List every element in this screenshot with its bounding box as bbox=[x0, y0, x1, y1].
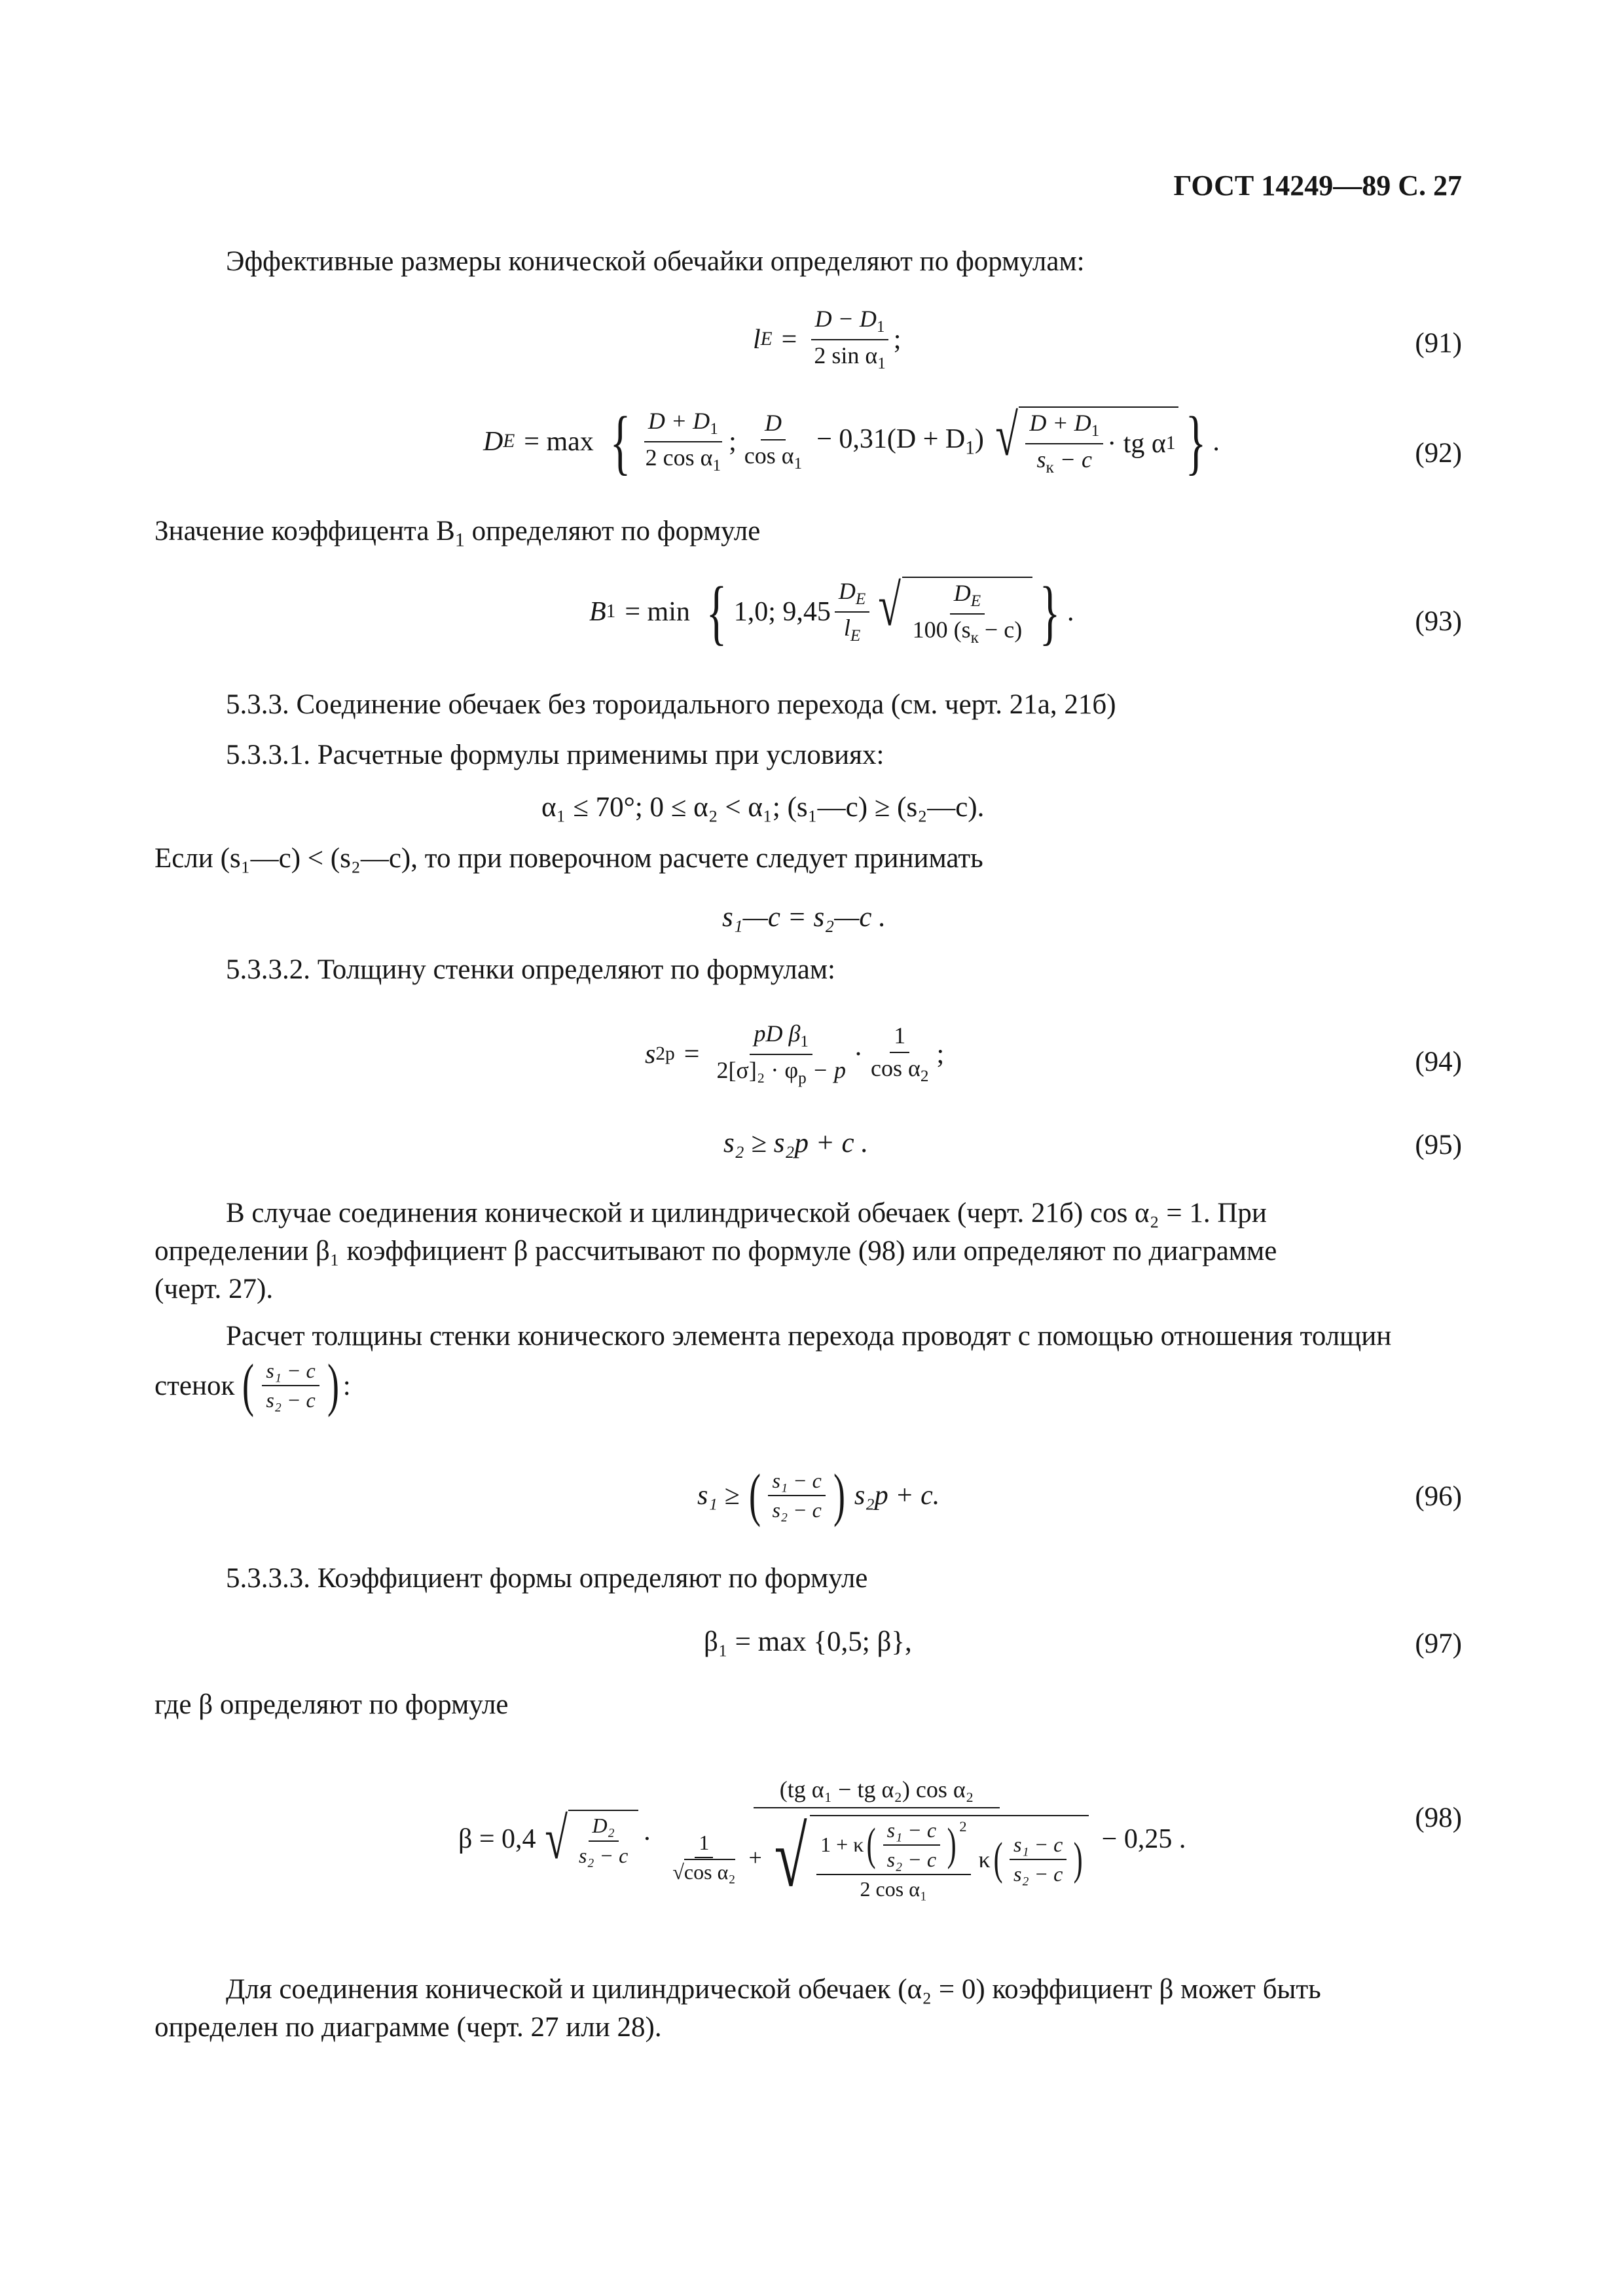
eq92-f1-num-sub: 1 bbox=[710, 420, 718, 439]
eq96-lhs: s₁ ≥ bbox=[697, 1480, 740, 1511]
paragraph-b1 bbox=[155, 517, 760, 550]
section-5-3-3: 5.3.3. Соединение обечаек без тороидального перехода (см. черт. 21а, 21б) bbox=[226, 689, 1116, 720]
equation-96-number: (96) bbox=[1415, 1481, 1462, 1512]
eq91-num-sub: 1 bbox=[876, 318, 885, 336]
paragraph-final-line-2: определен по диаграмме (черт. 27 или 28). bbox=[155, 2012, 662, 2043]
eq93-f1-num-sub: E bbox=[855, 590, 866, 609]
eq92-mid: − 0,31(D + D bbox=[816, 424, 966, 455]
eq91-lhs-sub: E bbox=[760, 329, 773, 350]
eq98-in-fnum: s₁ − c bbox=[883, 1819, 940, 1846]
eq93-tail: . bbox=[1067, 597, 1074, 627]
eq94-f1-num-sub: 1 bbox=[800, 1033, 809, 1051]
eq93-lhs-sub: 1 bbox=[606, 601, 616, 622]
eq92-f3-den: s bbox=[1036, 446, 1046, 473]
eq98-kappa: κ bbox=[978, 1846, 991, 1873]
eq92-f1-den-sub: 1 bbox=[712, 457, 721, 475]
equation-91: l E = $\frac{D - D_1}{2 \sin \alpha_1}$ ; bbox=[753, 306, 902, 373]
equation-98-number: (98) bbox=[1415, 1803, 1462, 1833]
eq98-d1-num: 1 bbox=[695, 1831, 713, 1858]
equation-98: β = 0,4 √ $\frac{\text{D₂}}{\text{s₂ − c}}$ · (tg α₁ − tg α₂) cos α₂ $\frac{1}{\text{√cos α₂}}$ + √ 1 + κ ( $\frac{\text{s₁ − c}}{\text{s₂ − c}}$ ) $^2$ 2 cos α₁ κ ( $\frac{\text{s₁ − c}}{\text{s₂ − c}}$ ) − 0,25 . bbox=[458, 1776, 1186, 1905]
section-5-3-3-2: 5.3.3.2. Толщину стенки определяют по формулам: bbox=[226, 954, 836, 985]
paragraph-effective-sizes: Эффективные размеры конической обечайки определяют по формулам: bbox=[226, 246, 1085, 277]
eq94-lhs-sub: 2р bbox=[655, 1043, 675, 1065]
eq98-k-num: s₁ − c bbox=[1010, 1833, 1067, 1860]
eq93-lhs: B bbox=[589, 597, 606, 627]
eq98-root-num: D₂ bbox=[589, 1814, 619, 1841]
equation-92-number: (92) bbox=[1415, 438, 1462, 469]
eq94-f2-num: 1 bbox=[890, 1023, 909, 1053]
eq98-lhs: β = 0,4 bbox=[458, 1823, 536, 1854]
eq92-lhs-sub: E bbox=[503, 431, 515, 452]
condition-line: α₁ ≤ 70°; 0 ≤ α₂ < α₁; (s₁—c) ≥ (s₂—c). bbox=[541, 792, 985, 823]
eq98-in-num: 1 + κ bbox=[820, 1833, 864, 1857]
eq91-tail: ; bbox=[893, 324, 902, 355]
eq91-num: D − D bbox=[814, 306, 877, 332]
eq92-eq: = max bbox=[524, 427, 594, 457]
eq92-f2-den: cos α bbox=[744, 442, 794, 469]
eq98-in-fden: s₂ − c bbox=[886, 1847, 937, 1871]
eq93-f2-num: D bbox=[953, 580, 971, 607]
eq94-f2-den: cos α bbox=[871, 1054, 921, 1081]
eq91-lhs: l bbox=[753, 324, 761, 355]
eq92-tail: . bbox=[1213, 427, 1220, 457]
eq92-sep: ; bbox=[729, 427, 737, 457]
eq93-f1-den-sub: E bbox=[850, 627, 861, 645]
eq92-f1-den: 2 cos α bbox=[645, 444, 713, 471]
paragraph-if: Если (s₁—c) < (s₂—c), то при поверочном расчете следует принимать bbox=[155, 843, 983, 874]
paragraph-calc: Расчет толщины стенки конического элемента перехода проводят с помощью отношения толщин bbox=[226, 1321, 1392, 1352]
eq93-first: 1,0; 9,45 bbox=[733, 597, 831, 627]
eq98-tail: − 0,25 . bbox=[1101, 1823, 1186, 1854]
eq91-den: 2 sin α bbox=[814, 342, 878, 368]
section-5-3-3-1: 5.3.3.1. Расчетные формулы применимы при условиях: bbox=[226, 740, 884, 770]
paragraph-case-line-2: определении β₁ коэффициент β рассчитывают по формуле (98) или определяют по диаграмме bbox=[155, 1236, 1277, 1266]
paragraph-walls-text: стенок bbox=[155, 1370, 235, 1401]
eq94-f1-den-sub: р bbox=[798, 1069, 807, 1088]
eq93-f2-den-tail: − c) bbox=[978, 617, 1023, 643]
paragraph-case-line-1: В случае соединения конической и цилиндрической обечаек (черт. 21б) cos α₂ = 1. При bbox=[226, 1198, 1267, 1229]
equation-93: B 1 = min { 1,0; 9,45 $\frac{D_E}{l_E}$ √ $\frac{D_E}{100 (s_к - c)}$ } . bbox=[589, 572, 1074, 652]
eq98-d1-den: cos α₂ bbox=[684, 1860, 736, 1884]
paragraph-b1-tail: определяют по формуле bbox=[464, 516, 761, 547]
paragraph-walls-tail: : bbox=[342, 1370, 351, 1401]
eq92-lhs: D bbox=[483, 427, 503, 457]
eq98-root-den: s₂ − c bbox=[578, 1843, 629, 1867]
eq98-plus: + bbox=[748, 1844, 762, 1871]
eq94-dot: · bbox=[854, 1039, 864, 1069]
eq94-f1-num: pD β bbox=[754, 1020, 801, 1047]
equation-94: s 2р = $\frac{pD \beta_1}{2[\sigma]_2 \cdot \varphi_р - p}$ · $\frac{1}{\cos \alpha_2}$ ; bbox=[645, 1020, 945, 1088]
eq98-big-num: (tg α₁ − tg α₂) cos α₂ bbox=[754, 1777, 1000, 1808]
eq92-tg-sub: 1 bbox=[1165, 433, 1176, 454]
eq94-f2-den-sub: 2 bbox=[920, 1067, 929, 1085]
eq92-mid-sub: 1 bbox=[965, 437, 975, 459]
paragraph-b1-sub: 1 bbox=[454, 528, 465, 551]
eq94-f1-den: 2[σ]₂ · φ bbox=[716, 1056, 799, 1083]
eq92-f3-num-sub: 1 bbox=[1091, 422, 1100, 440]
paragraph-case-line-3: (черт. 27). bbox=[155, 1274, 274, 1304]
equation-95-number: (95) bbox=[1415, 1130, 1462, 1160]
eq96-den: s₂ − c bbox=[772, 1498, 822, 1522]
eq93-f1-den: l bbox=[843, 615, 850, 641]
eq96-tail: s₂р + c. bbox=[854, 1480, 940, 1511]
eq93-f2-den: 100 (s bbox=[912, 617, 971, 643]
eq93-eq: = min bbox=[625, 597, 690, 627]
eq94-f1-den-tail: − p bbox=[806, 1056, 847, 1083]
equation-92: D E = max { $\frac{D + D_1}{2 \cos \alpha_1}$ ; $\frac{D}{\cos \alpha_1}$ − $0,31(D + D_1)$ √ $\frac{D + D_1}{s_к - c}$ · tg α 1 } . bbox=[483, 402, 1220, 482]
eq98-in-den: 2 cos α₁ bbox=[860, 1876, 928, 1901]
equation-97-number: (97) bbox=[1415, 1628, 1462, 1659]
paragraph-walls: стенок ( $\frac{\text{s₁ − c}}{\text{s₂ − c}}$ ) : bbox=[155, 1353, 351, 1418]
paragraph-where: где β определяют по формуле bbox=[155, 1689, 509, 1720]
equation-93-number: (93) bbox=[1415, 606, 1462, 637]
eq98-in-sq: 2 bbox=[959, 1818, 967, 1835]
eq93-f1-num: D bbox=[838, 578, 856, 605]
eq98-k-den: s₂ − c bbox=[1013, 1862, 1063, 1886]
eq92-f1-num: D + D bbox=[647, 408, 710, 435]
eq94-tail: ; bbox=[936, 1039, 945, 1069]
eq92-f3-den-sub: к bbox=[1046, 459, 1054, 477]
eq94-lhs: s bbox=[645, 1039, 656, 1069]
equation-95: s₂ ≥ s₂р + c . bbox=[723, 1128, 869, 1158]
eq92-tg: · tg α bbox=[1107, 429, 1166, 459]
eq92-f3-den-tail: − c bbox=[1053, 446, 1093, 473]
walls-frac-den: s₂ − c bbox=[266, 1388, 316, 1412]
equation-91-number: (91) bbox=[1415, 328, 1462, 359]
condition-equal: s₁—c = s₂—c . bbox=[722, 902, 886, 933]
paragraph-final-line-1: Для соединения конической и цилиндрической обечаек (α₂ = 0) коэффициент β может быть bbox=[226, 1974, 1321, 2005]
eq92-mid-close: ) bbox=[974, 424, 984, 455]
eq92-f2-num: D bbox=[761, 410, 786, 440]
eq91-den-sub: 1 bbox=[877, 355, 886, 373]
walls-frac-num: s₁ − c bbox=[262, 1359, 319, 1386]
eq92-f3-num: D + D bbox=[1029, 410, 1091, 437]
eq96-num: s₁ − c bbox=[768, 1469, 825, 1496]
section-5-3-3-3: 5.3.3.3. Коэффициент формы определяют по формуле bbox=[226, 1563, 868, 1594]
page-header: ГОСТ 14249—89 С. 27 bbox=[1173, 170, 1462, 202]
eq92-f2-den-sub: 1 bbox=[793, 455, 803, 473]
equation-97: β₁ = max {0,5; β}, bbox=[704, 1626, 912, 1657]
equation-94-number: (94) bbox=[1415, 1047, 1462, 1077]
paragraph-b1-text: Значение коэффицента B bbox=[155, 516, 455, 547]
eq93-f2-num-sub: E bbox=[970, 592, 981, 611]
eq93-f2-den-sub: к bbox=[970, 629, 979, 647]
equation-96: s₁ ≥ ( $\frac{\text{s₁ − c}}{\text{s₂ − c}}$ ) s₂р + c. bbox=[697, 1463, 940, 1528]
